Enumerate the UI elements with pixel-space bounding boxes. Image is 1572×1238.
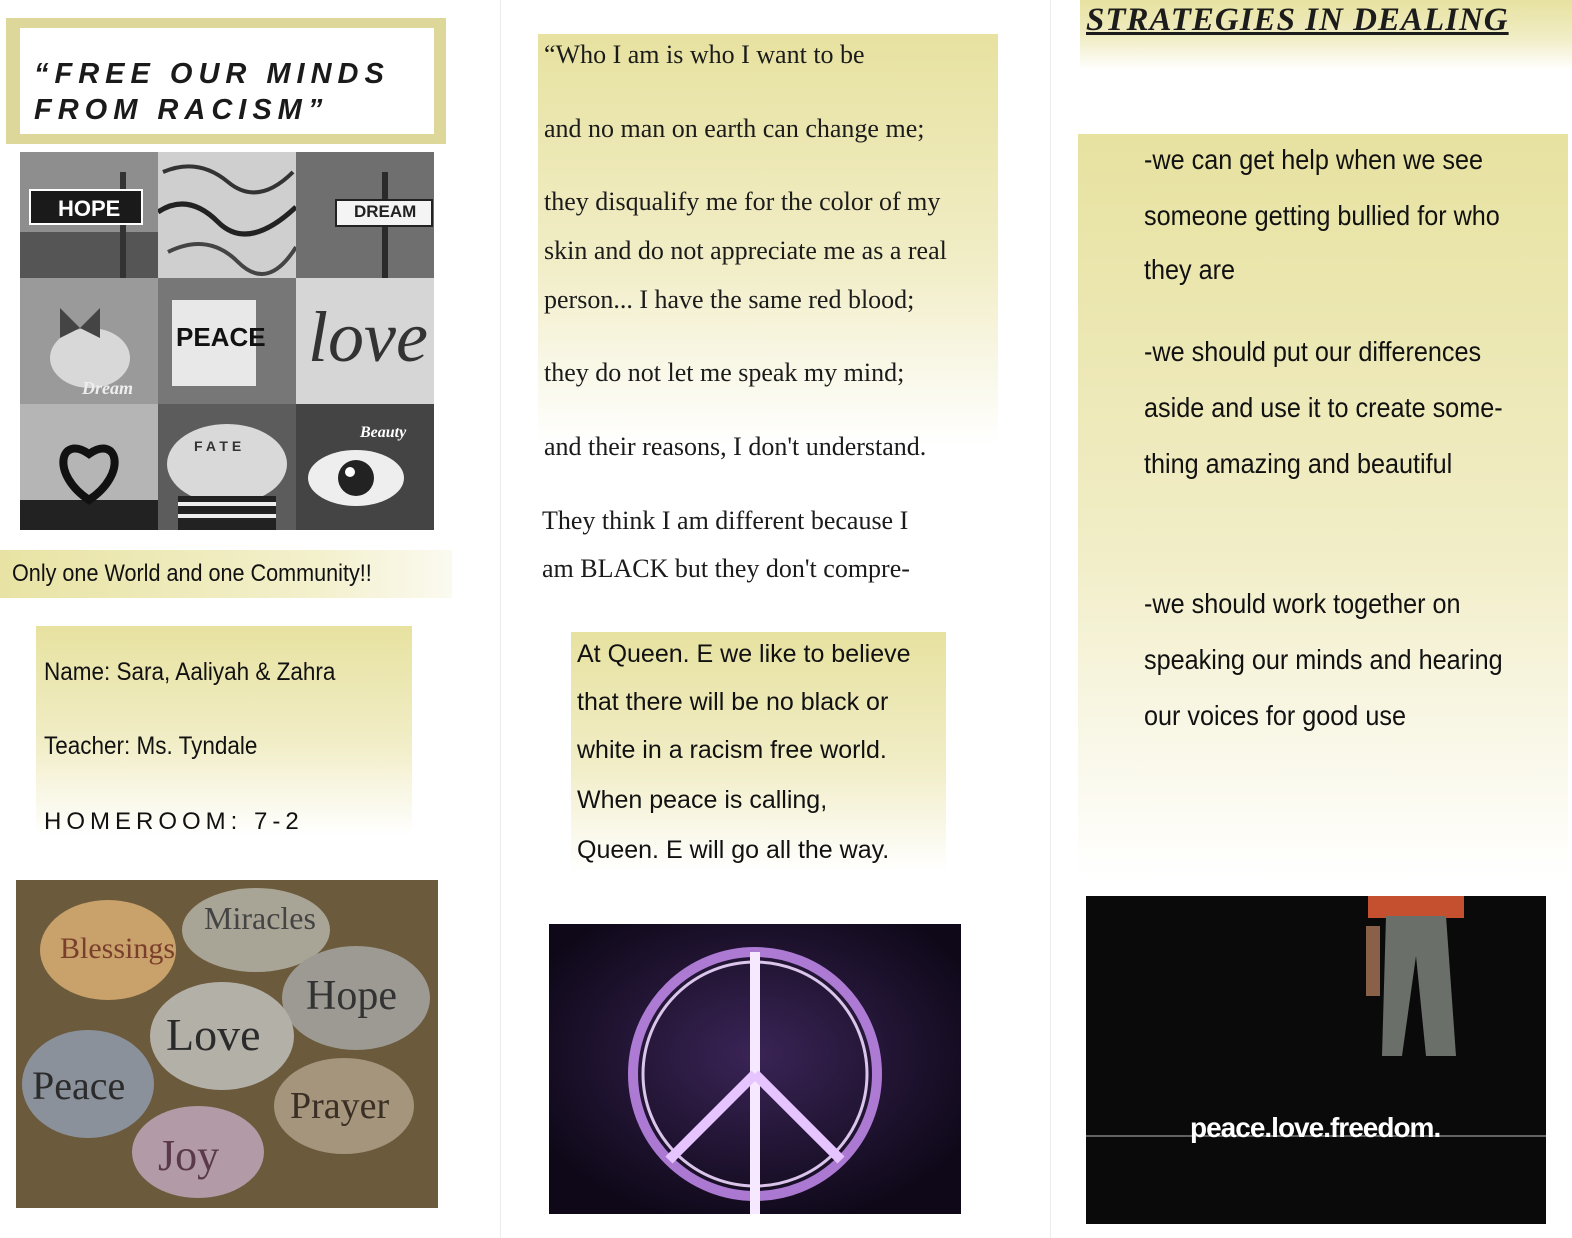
- strategies-box: [1078, 134, 1568, 880]
- strategy-3-line-3: our voices for good use: [1144, 700, 1406, 731]
- poem-line-6: they do not let me speak my mind;: [544, 358, 905, 387]
- poem-line-1: “Who I am is who I want to be: [544, 40, 865, 69]
- homeroom: HOMEROOM: 7-2: [44, 808, 304, 835]
- strategy-2-line-3: thing amazing and beautiful: [1144, 448, 1453, 479]
- poem-line-8: They think I am different because I: [542, 506, 909, 535]
- school-line-4: When peace is calling,: [577, 786, 828, 814]
- strategy-2-line-1: -we should put our differences: [1144, 336, 1482, 367]
- title-inner: [20, 28, 434, 134]
- strategy-2-line-2: aside and use it to create some-: [1144, 392, 1503, 423]
- panel-divider-right: [1050, 0, 1051, 1238]
- stone-prayer: Prayer: [290, 1085, 390, 1127]
- teacher-name: Teacher: Ms. Tyndale: [44, 732, 258, 760]
- school-statement-box: [571, 632, 946, 872]
- stone-peace: Peace: [32, 1063, 126, 1108]
- collage-tile-eye: [296, 404, 434, 530]
- poem-line-3: they disqualify me for the color of my: [544, 187, 941, 216]
- standing-figure-icon: [1086, 896, 1546, 1224]
- school-line-3: white in a racism free world.: [577, 736, 887, 764]
- strategy-3-line-1: -we should work together on: [1144, 588, 1461, 619]
- page-title: “FREE OUR MINDS FROM RACISM”: [34, 58, 390, 126]
- strategy-1-line-3: they are: [1144, 254, 1236, 285]
- peace-symbol-icon: [549, 924, 961, 1214]
- collage-label-dream: DREAM: [354, 202, 417, 221]
- collage-label-peace: PEACE: [176, 322, 266, 352]
- word-stones-image: [16, 880, 438, 1208]
- collage-tile-dream: [296, 152, 434, 278]
- panel-divider-left: [500, 0, 501, 1238]
- collage-tile-fate: [158, 404, 296, 530]
- hope-writing-icon: [158, 152, 296, 278]
- collage-image: [20, 152, 434, 530]
- collage-tile-peace: [158, 278, 296, 404]
- collage-label-beauty: Beauty: [360, 424, 407, 441]
- slogan-text: Only one World and one Community!!: [12, 560, 372, 587]
- school-line-5: Queen. E will go all the way.: [577, 836, 890, 864]
- school-line-1: At Queen. E we like to believe: [577, 640, 911, 668]
- collage-tile-heart: [20, 404, 158, 530]
- collage-label-fate: F A T E: [194, 438, 242, 454]
- collage-tile-hope-script: [158, 152, 296, 278]
- collage-label-hope: HOPE: [58, 196, 121, 221]
- poem-line-4: skin and do not appreciate me as a real: [544, 236, 947, 265]
- collage-label-love: love: [308, 297, 428, 377]
- strategies-header-bar: [1080, 0, 1572, 70]
- poem-line-7: and their reasons, I don't understand.: [544, 432, 927, 461]
- poem-box: [538, 34, 998, 461]
- poem-line-5: person... I have the same red blood;: [544, 285, 915, 314]
- light-peace-sign-image: [549, 924, 961, 1214]
- heart-silhouette-icon: [20, 404, 158, 530]
- slogan-banner: [0, 550, 452, 598]
- stone-love: Love: [166, 1009, 261, 1060]
- eye-icon: [296, 404, 434, 530]
- peace-love-freedom-caption: peace.love.freedom.: [1190, 1112, 1441, 1143]
- stone-joy: Joy: [158, 1131, 220, 1180]
- collage-tile-hand: [20, 278, 158, 404]
- student-names: Name: Sara, Aaliyah & Zahra: [44, 658, 336, 686]
- poem-line-2: and no man on earth can change me;: [544, 114, 925, 143]
- stone-blessings: Blessings: [60, 932, 176, 965]
- student-info-box: [36, 626, 412, 836]
- peace-love-freedom-image: [1086, 896, 1546, 1224]
- collage-tile-love: [296, 278, 434, 404]
- school-line-2: that there will be no black or: [577, 688, 889, 716]
- poem-line-9: am BLACK but they don't compre-: [542, 554, 910, 583]
- collage-label-dream-script: Dream: [82, 378, 133, 398]
- strategies-title: STRATEGIES IN DEALING: [1086, 2, 1509, 38]
- stone-hope: Hope: [306, 973, 397, 1019]
- fate-fingers-icon: [158, 404, 296, 530]
- strategy-1-line-2: someone getting bullied for who: [1144, 200, 1500, 231]
- collage-tile-hope: [20, 152, 158, 278]
- title-frame: [6, 18, 446, 144]
- strategy-3-line-2: speaking our minds and hearing: [1144, 644, 1503, 675]
- stone-miracles: Miracles: [204, 900, 316, 936]
- strategy-1-line-1: -we can get help when we see: [1144, 144, 1484, 175]
